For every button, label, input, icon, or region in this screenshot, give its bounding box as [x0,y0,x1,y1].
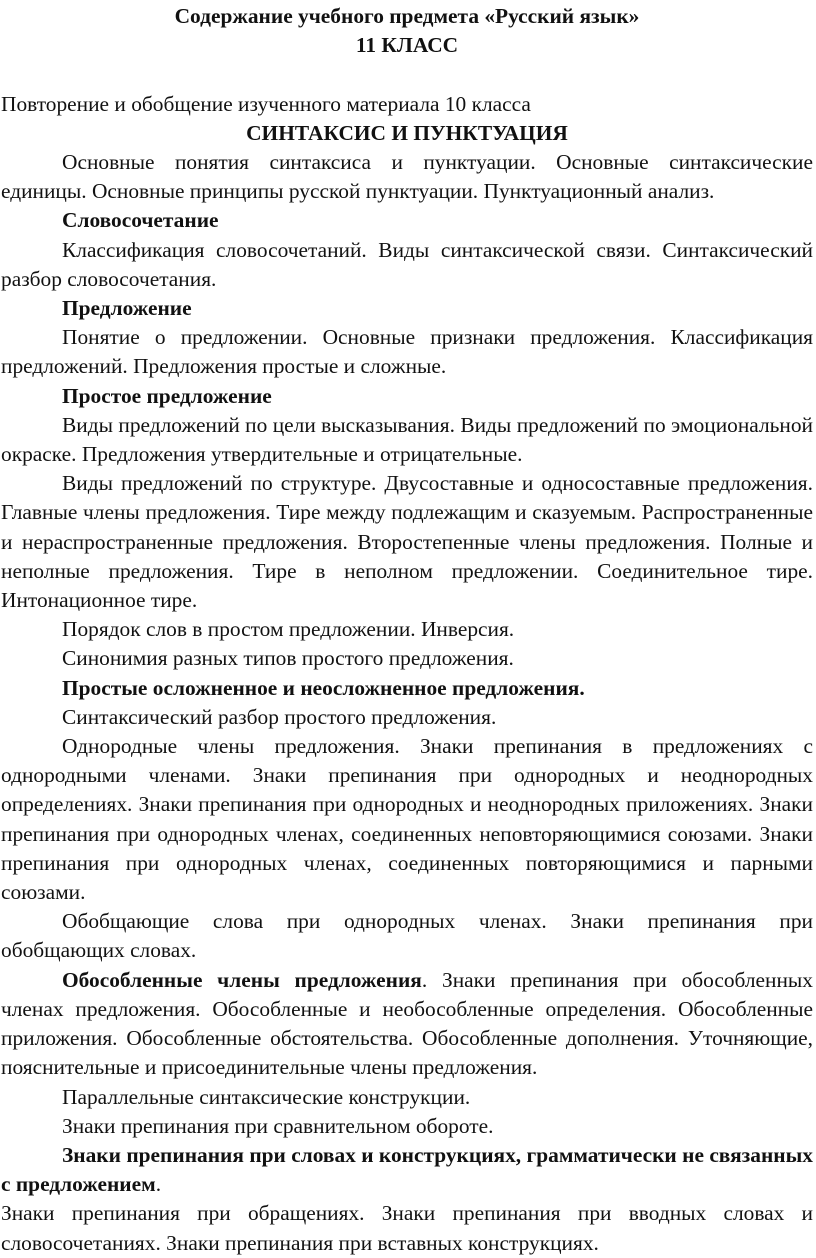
paragraph-generalizing: Обобщающие слова при однородных членах. Знаки препинания при обобщающих словах. [1,909,813,963]
subheading-simple-text: Простое предложение [62,383,272,408]
subheading-simple [1,382,813,411]
subheading-sentence-text: Предложение [62,296,192,321]
subheading-unrelated-text: Знаки препинания при словах и конструкциях, грамматически не связанных с предложением [1,1142,813,1197]
section-heading: СИНТАКСИС И ПУНКТУАЦИЯ [246,120,568,145]
grade-heading: 11 КЛАСС [355,33,459,58]
subheading-complicated [1,674,813,703]
subheading-sentence [1,294,813,323]
paragraph-isolated [1,966,813,1083]
paragraph-parsing: Синтаксический разбор простого предложения. [62,704,497,729]
paragraph-address: Знаки препинания при обращениях. Знаки препинания при вводных словах и словосочетаниях. Знаки препинания при вставных конструкциях. [1,1201,813,1255]
subheading-phrase-text: Словосочетание [62,208,219,233]
paragraph-comparative: Знаки препинания при сравнительном обороте. [62,1113,494,1138]
document-title: Содержание учебного предмета «Русский язык» [174,4,640,28]
paragraph-synonymy: Синонимия разных типов простого предложения. [62,646,514,671]
subheading-unrelated-period: . [155,1172,162,1197]
paragraph-basics: Основные понятия синтаксиса и пунктуации. Основные синтаксические единицы. Основные принципы русской пунктуации. Пунктуационный анализ. [1,150,813,204]
subheading-unrelated [1,1141,813,1199]
paragraph-homogeneous: Однородные члены предложения. Знаки препинания в предложениях с однородными членами. Знаки препинания при однородных и неоднородных определениях. Знаки препинания при однородных и неоднородных приложениях. Знаки препинания при однородных членах, соединенных неповторяющимися союзами. Знаки препинания при однородных членах, соединенных повторяющимися и парными союзами. [1,734,813,905]
paragraph-simple-1: Виды предложений по цели высказывания. Виды предложений по эмоциональной окраске. Предложения утвердительные и отрицательные. [1,412,813,467]
paragraph-parallel: Параллельные синтаксические конструкции. [62,1084,471,1109]
paragraph-sentence: Понятие о предложении. Основные признаки предложения. Классификация предложений. Предложения простые и сложные. [1,325,813,379]
document-page [1,2,813,1258]
paragraph-isolated-text: . Знаки препинания при обособленных членах предложения. Обособленные и необособленные определения. Обособленные приложения. Обособленные обстоятельства. Обособленные дополнения. Уточняющие, пояснительные и присоединительные члены предложения. [1,967,813,1080]
paragraph-phrase: Классификация словосочетаний. Виды синтаксической связи. Синтаксический разбор словосочетания. [1,237,813,291]
intro-line: Повторение и обобщение изученного материала 10 класса [1,91,531,116]
subheading-phrase [1,206,813,235]
subheading-complicated-text: Простые осложненное и неосложненное предложения. [62,675,585,700]
paragraph-word-order: Порядок слов в простом предложении. Инверсия. [62,617,515,642]
paragraph-simple-2: Виды предложений по структуре. Двусоставные и односоставные предложения. Главные члены предложения. Тире между подлежащим и сказуемым. Распространенные и нераспространенные предложения. Второстепенные члены предложения. Полные и неполные предложения. Тире в неполном предложении. Соединительное тире. Интонационное тире. [1,471,813,613]
subheading-isolated-text: Обособленные члены предложения [62,967,422,992]
blank-line [1,60,813,89]
